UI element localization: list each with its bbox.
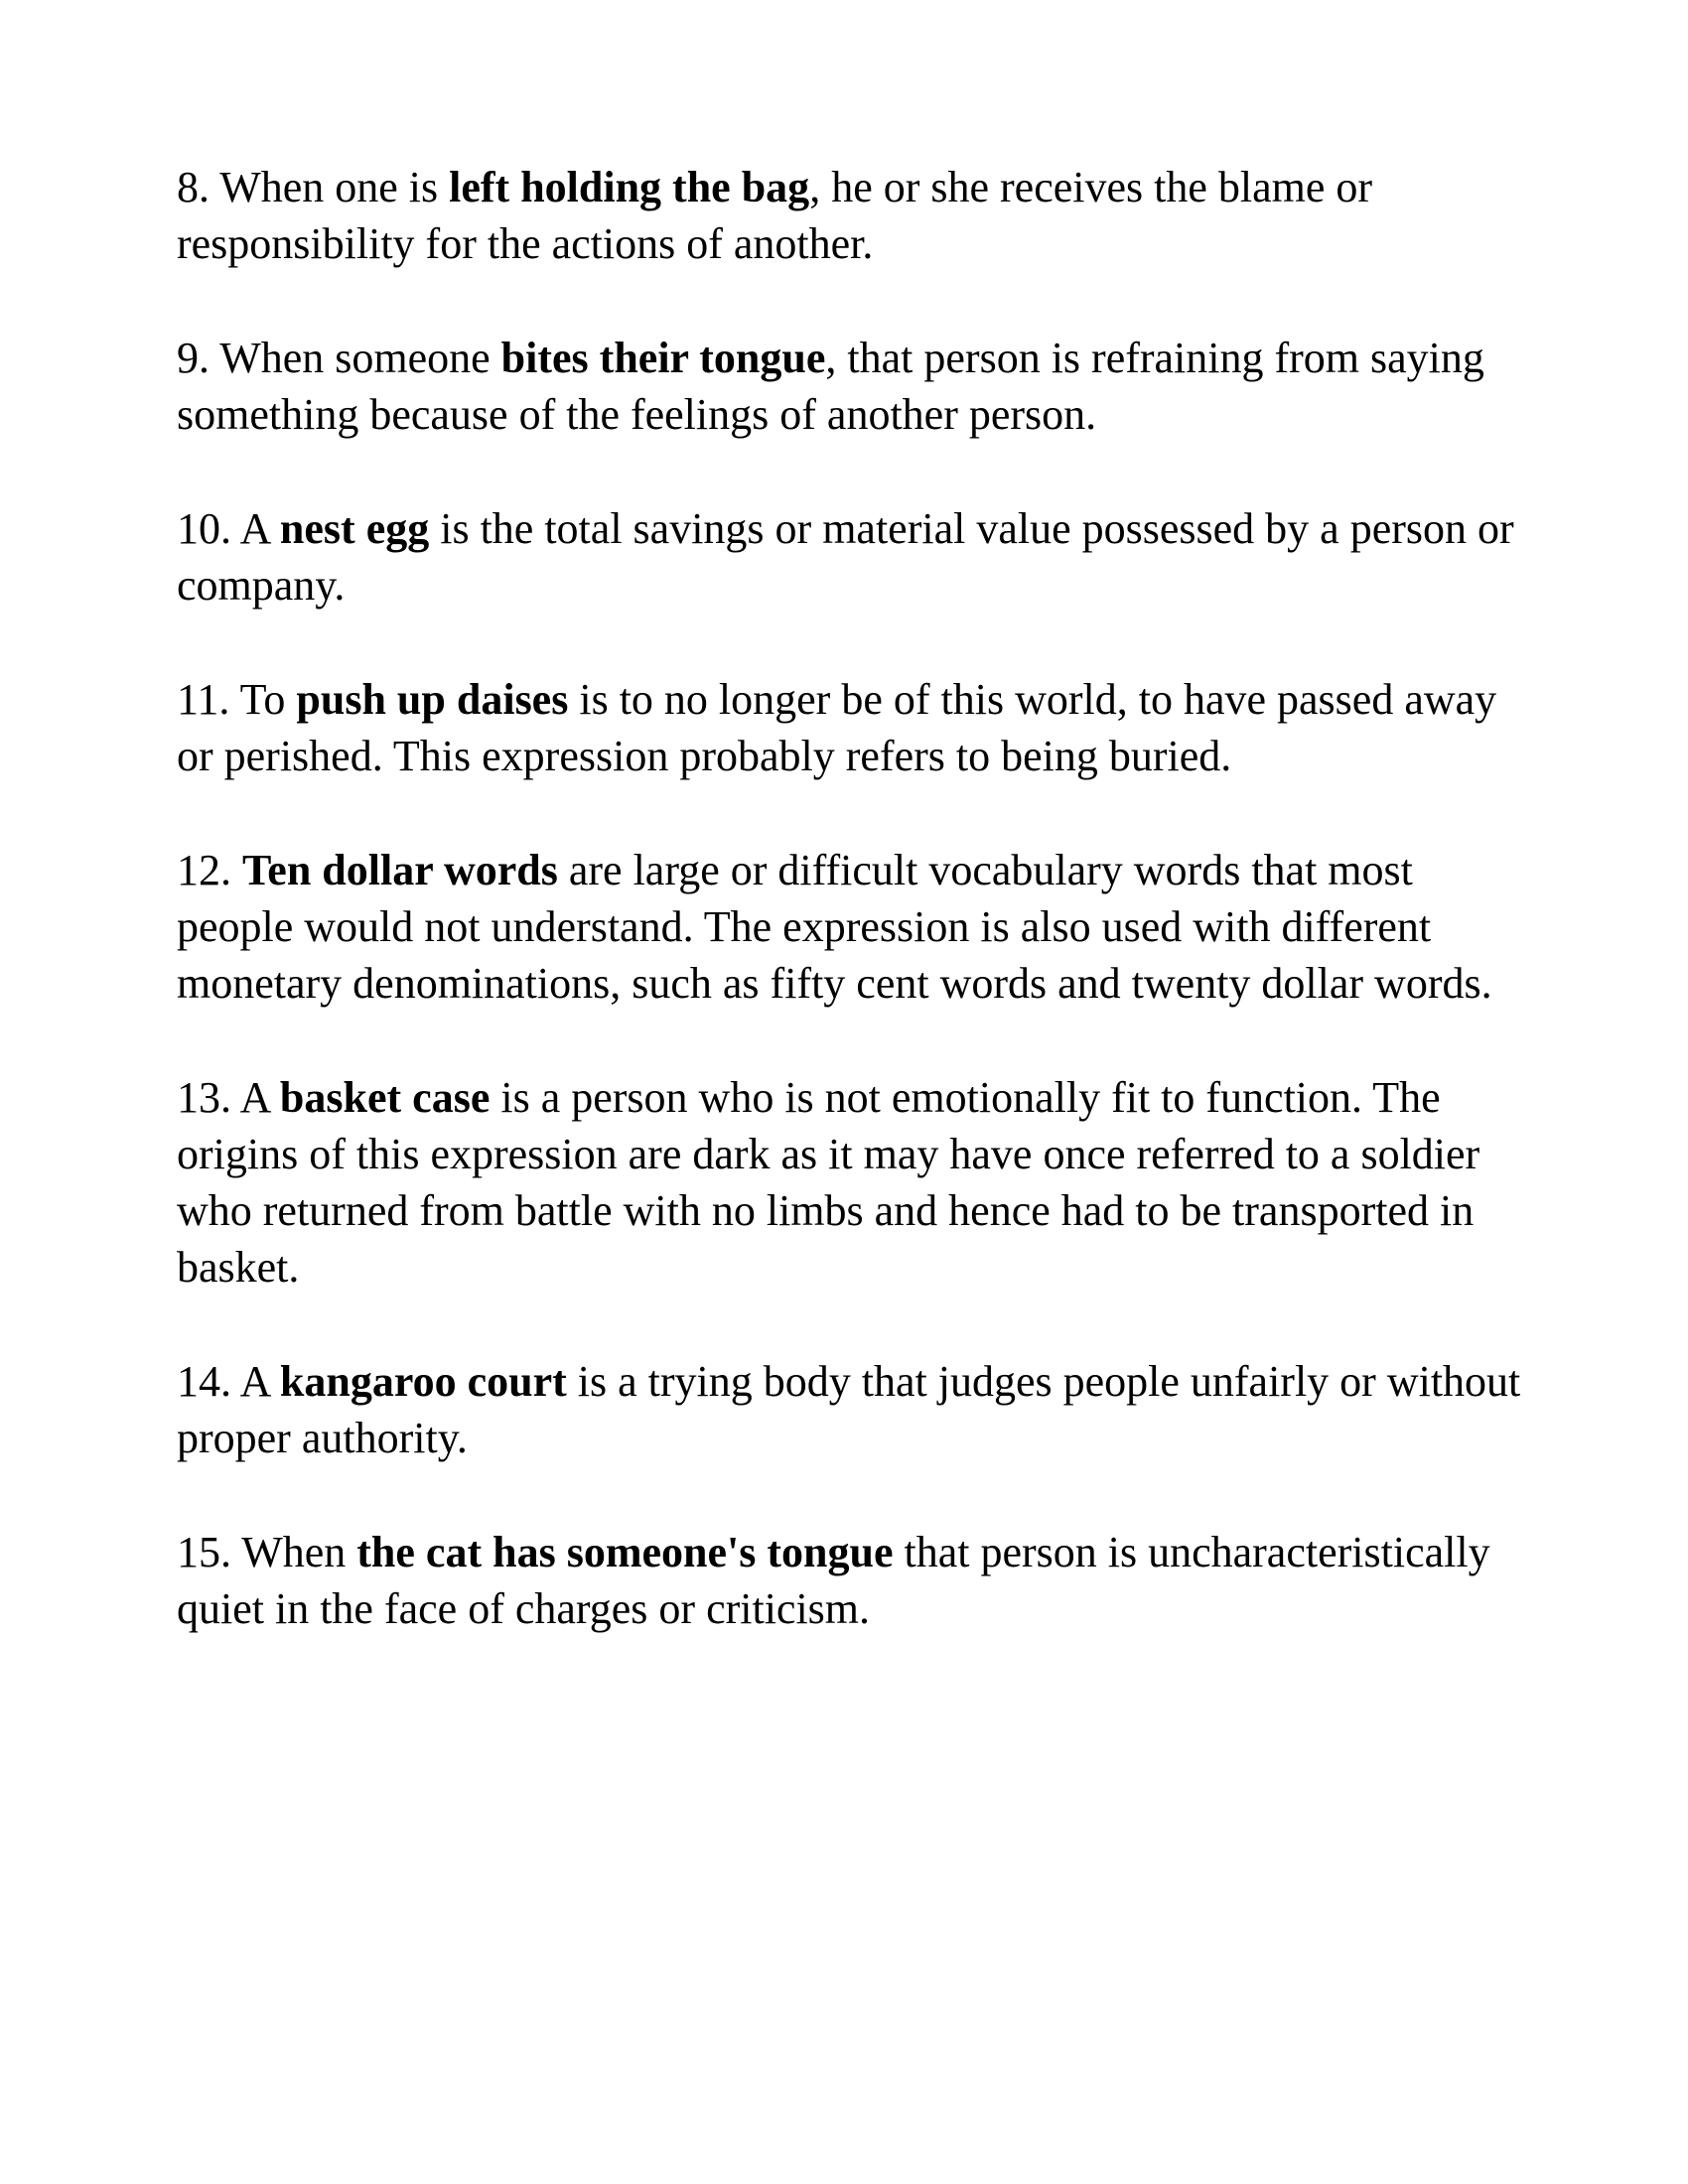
idiom-definitions-list [177, 159, 1527, 1695]
idiom-entry-12 [177, 842, 1527, 1012]
entry-definition-text: is a person who is not emotionally fit to function. The origins of this expression are dark as it may have once referred to a soldier who returned from battle with no limbs and hence had to be transported in basket. [177, 1073, 1480, 1292]
idiom-term: kangaroo court [279, 1357, 567, 1406]
idiom-term: basket case [279, 1073, 491, 1122]
idiom-term: nest egg [279, 504, 430, 553]
entry-definition-text: is to no longer be of this world, to have passed away or perished. This expression probably refers to being buried. [177, 675, 1497, 780]
entry-definition-text: that person is uncharacteristically quiet in the face of charges or criticism. [177, 1528, 1490, 1633]
idiom-entry-13 [177, 1069, 1527, 1296]
entry-lead-text: 13. A [177, 1073, 280, 1122]
entry-lead-text: 15. When [177, 1528, 357, 1576]
entry-definition-text: is a trying body that judges people unfairly or without proper authority. [177, 1357, 1521, 1462]
idiom-entry-9 [177, 330, 1527, 443]
entry-lead-text: 8. When one is [177, 163, 450, 211]
entry-definition-text: , that person is refraining from saying something because of the feelings of another person. [177, 334, 1484, 439]
entry-definition-text: , he or she receives the blame or responsibility for the actions of another. [177, 163, 1373, 268]
idiom-term: bites their tongue [500, 334, 826, 382]
entry-lead-text: 10. A [177, 504, 280, 553]
entry-lead-text: 14. A [177, 1357, 280, 1406]
entry-lead-text: 9. When someone [177, 334, 501, 382]
entry-lead-text: 12. [177, 846, 242, 894]
idiom-term: push up daises [296, 675, 569, 724]
entry-definition-text: are large or difficult vocabulary words that most people would not understand. The expression is also used with different monetary denominations, such as fifty cent words and twenty dollar words. [177, 846, 1492, 1008]
entry-lead-text: 11. To [177, 675, 297, 724]
idiom-entry-11 [177, 671, 1527, 784]
idiom-entry-14 [177, 1353, 1527, 1466]
idiom-entry-8 [177, 159, 1527, 272]
idiom-term: Ten dollar words [242, 846, 558, 894]
idiom-term: the cat has someone's tongue [356, 1528, 894, 1576]
idiom-entry-15 [177, 1524, 1527, 1637]
idiom-term: left holding the bag [449, 163, 810, 211]
entry-definition-text: is the total savings or material value possessed by a person or company. [177, 504, 1514, 610]
idiom-entry-10 [177, 500, 1527, 614]
